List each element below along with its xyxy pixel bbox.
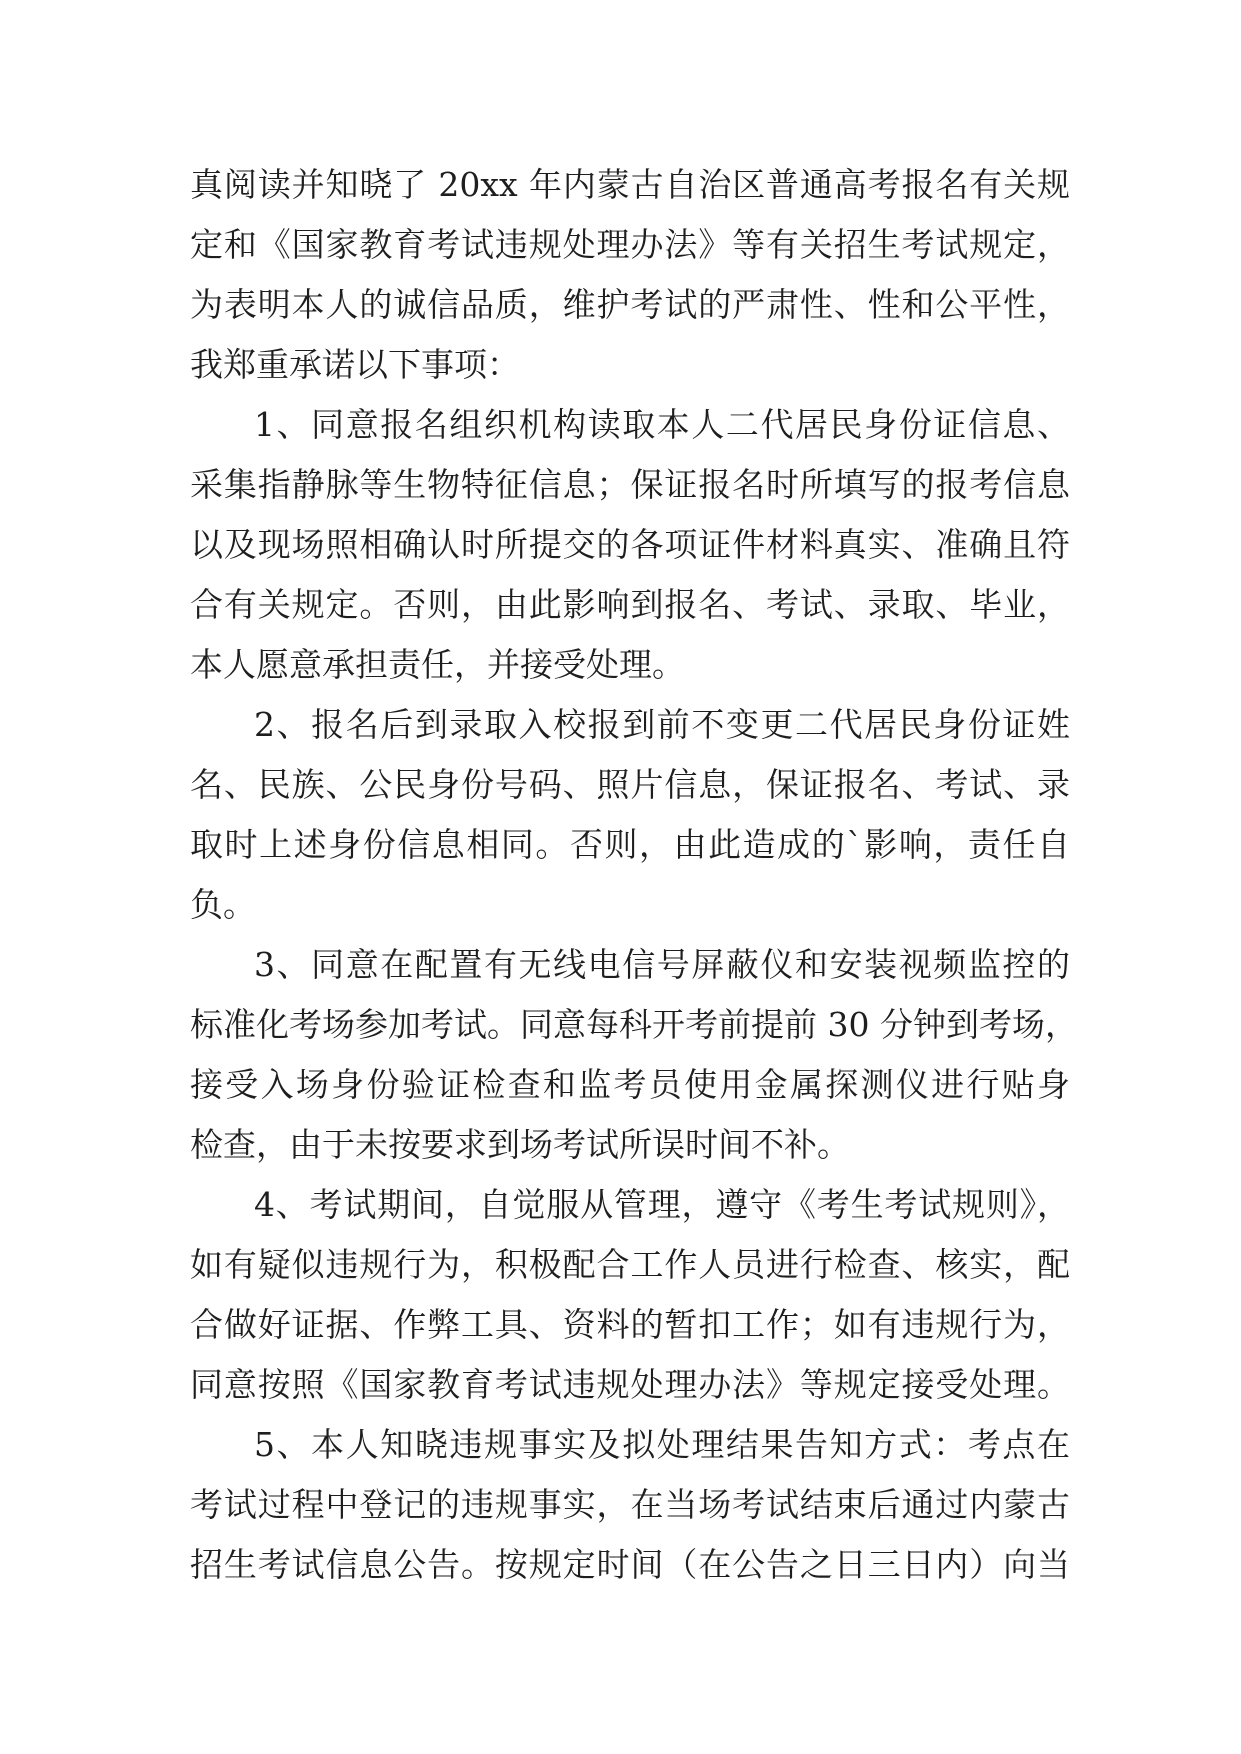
text-line: 合做好证据、作弊工具、资料的暂扣工作；如有违规行为，: [190, 1305, 1070, 1344]
paragraph-1-first-line: 1、同意报名组织机构读取本人二代居民身份证信息、: [254, 405, 1070, 444]
text-line: 真阅读并知晓了 20xx 年内蒙古自治区普通高考报名有关规: [190, 165, 1070, 204]
text-line: 定和《国家教育考试违规处理办法》等有关招生考试规定，: [190, 225, 1070, 264]
paragraph-5-first-line: 5、本人知晓违规事实及拟处理结果告知方式：考点在: [254, 1425, 1070, 1464]
text-line: 考试过程中登记的违规事实，在当场考试结束后通过内蒙古: [190, 1485, 1070, 1524]
text-line: 名、民族、公民身份号码、照片信息，保证报名、考试、录: [190, 765, 1070, 804]
text-line: 如有疑似违规行为，积极配合工作人员进行检查、核实，配: [190, 1245, 1070, 1284]
paragraph-3-first-line: 3、同意在配置有无线电信号屏蔽仪和安装视频监控的: [254, 945, 1070, 984]
text-line: 我郑重承诺以下事项：: [190, 345, 520, 384]
text-line: 标准化考场参加考试。同意每科开考前提前 30 分钟到考场，: [190, 1005, 1078, 1044]
text-line: 招生考试信息公告。按规定时间（在公告之日三日内）向当: [190, 1545, 1070, 1584]
text-line: 同意按照《国家教育考试违规处理办法》等规定接受处理。: [190, 1365, 1070, 1404]
text-line: 以及现场照相确认时所提交的各项证件材料真实、准确且符: [190, 525, 1070, 564]
text-line: 负。: [190, 885, 256, 924]
paragraph-4-first-line: 4、考试期间，自觉服从管理，遵守《考生考试规则》，: [254, 1185, 1070, 1224]
text-line: 接受入场身份验证检查和监考员使用金属探测仪进行贴身: [190, 1065, 1070, 1104]
text-line: 采集指静脉等生物特征信息；保证报名时所填写的报考信息: [190, 465, 1070, 504]
text-line: 为表明本人的诚信品质，维护考试的严肃性、性和公平性，: [190, 285, 1070, 324]
text-line: 合有关规定。否则，由此影响到报名、考试、录取、毕业，: [190, 585, 1070, 624]
text-line: 本人愿意承担责任，并接受处理。: [190, 645, 685, 684]
paragraph-2-first-line: 2、报名后到录取入校报到前不变更二代居民身份证姓: [254, 705, 1070, 744]
text-line: 检查，由于未按要求到场考试所误时间不补。: [190, 1125, 850, 1164]
text-line: 取时上述身份信息相同。否则，由此造成的`影响，责任自: [190, 825, 1070, 864]
